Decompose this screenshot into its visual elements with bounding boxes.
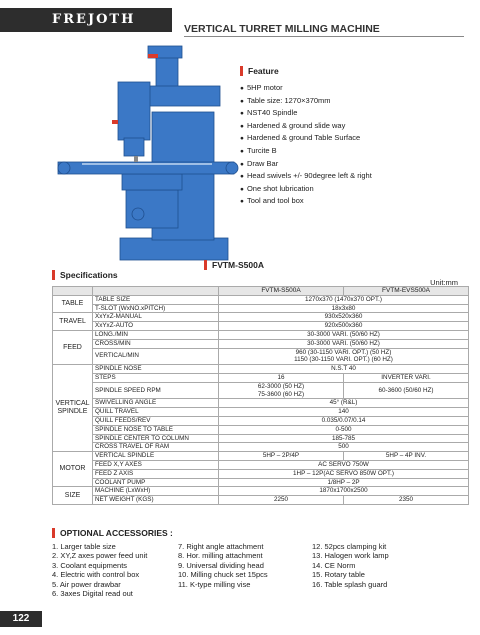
group-line: SPINDLE	[57, 408, 88, 416]
row-label: VERTICAL/MIN	[93, 348, 219, 365]
table-row	[53, 452, 469, 461]
list-item: 13. Halogen work lamp	[312, 551, 389, 561]
specifications-heading-text: Specifications	[60, 270, 118, 280]
specifications-heading	[52, 270, 118, 280]
cell-value: 60-3600 (50/60 HZ)	[344, 382, 469, 399]
optional-heading-text: OPTIONAL ACCESSORIES :	[60, 528, 173, 538]
milling-machine-image	[52, 42, 262, 264]
group-label: FEED	[53, 330, 93, 364]
row-label: FEED X,Y AXES	[93, 460, 219, 469]
table-row	[53, 322, 469, 331]
cell-value: 5HP – 2P/4P	[219, 452, 344, 461]
table-row	[53, 443, 469, 452]
group-line: VERTICAL	[55, 400, 90, 408]
row-label: SWIVELLING ANGLE	[93, 399, 219, 408]
cell-value	[219, 382, 344, 399]
table-row	[53, 399, 469, 408]
table-row	[53, 313, 469, 322]
accessories-column	[178, 542, 312, 598]
table-row	[53, 460, 469, 469]
list-item: ● Table size: 1270×370mm	[240, 95, 470, 108]
table-row	[53, 295, 469, 304]
row-label: XxYxZ-AUTO	[93, 322, 219, 331]
feature-list	[240, 82, 470, 208]
list-item: 11. K-type milling vise	[178, 579, 251, 589]
header-divider	[184, 36, 464, 37]
list-item: 5. Air power drawbar	[52, 579, 121, 589]
cell-value: INVERTER VARI.	[344, 373, 469, 382]
row-label: FEED Z AXIS	[93, 469, 219, 478]
group-label: TABLE	[53, 295, 93, 313]
row-label: QUILL TRAVEL	[93, 408, 219, 417]
cell-value: 185-785	[219, 434, 469, 443]
table-row	[53, 469, 469, 478]
cell-line: 960 (30-1150 VARI. OPT.) (50 HZ)	[295, 348, 392, 356]
cell-value	[219, 348, 469, 365]
list-item: 9. Universal dividing head	[178, 560, 264, 570]
list-item: ● Head swivels +/- 90degree left & right	[240, 170, 470, 183]
group-label: MOTOR	[53, 452, 93, 487]
table-row	[53, 478, 469, 487]
cell-value: 930x520x360	[219, 313, 469, 322]
row-label: XxYxZ-MANUAL	[93, 313, 219, 322]
accent-bar	[204, 260, 207, 270]
table-row	[53, 373, 469, 382]
row-label: COOLANT PUMP	[93, 478, 219, 487]
table-row	[53, 382, 469, 399]
column-header: FVTM-S500A	[219, 287, 344, 296]
table-row	[53, 330, 469, 339]
list-item: 1. Larger table size	[52, 542, 116, 551]
cell-value: 30-3000 VARI. (50/60 HZ)	[219, 330, 469, 339]
list-item: 12. 52pcs clamping kit	[312, 542, 387, 551]
list-item: ● One shot lubrication	[240, 183, 470, 196]
cell-value: 1/8HP – 2P	[219, 478, 469, 487]
cell-value: 18x3x80	[219, 304, 469, 313]
row-label: T-SLOT (WxNO.xPITCH)	[93, 304, 219, 313]
specifications-table	[52, 286, 468, 505]
row-label: SPINDLE NOSE	[93, 365, 219, 374]
feature-heading-text: Feature	[248, 66, 279, 76]
accent-bar	[52, 270, 55, 280]
optional-accessories-list	[52, 542, 468, 598]
row-label: LONG./MIN	[93, 330, 219, 339]
list-item: 3. Coolant equipments	[52, 560, 128, 570]
cell-value: 920x500x360	[219, 322, 469, 331]
accent-bar	[240, 66, 243, 76]
cell-value: 1HP – 12P(AC SERVO 850W OPT.)	[219, 469, 469, 478]
list-item: 7. Right angle attachment	[178, 542, 264, 551]
list-item: 14. CE Norm	[312, 560, 356, 570]
row-label: SPINDLE CENTER TO COLUMN	[93, 434, 219, 443]
group-label: TRAVEL	[53, 313, 93, 331]
cell-value: 5HP – 4P INV.	[344, 452, 469, 461]
row-label: STEPS	[93, 373, 219, 382]
row-label: CROSS TRAVEL OF RAM	[93, 443, 219, 452]
cell-line: 62-3000 (50 HZ)	[257, 382, 305, 390]
feature-section	[240, 66, 470, 208]
cell-value: 45° (R&L)	[219, 399, 469, 408]
list-item: 8. Hor. milling attachment	[178, 551, 263, 561]
column-header: FVTM-EVS500A	[344, 287, 469, 296]
accent-bar	[52, 528, 55, 538]
list-item: ● NST40 Spindle	[240, 107, 470, 120]
list-item: 10. Milling chuck set 15pcs	[178, 570, 268, 580]
page-title: VERTICAL TURRET MILLING MACHINE	[184, 23, 380, 35]
page-number: 122	[0, 611, 42, 627]
cell-value: 500	[219, 443, 469, 452]
feature-heading	[240, 66, 470, 76]
table-row	[53, 434, 469, 443]
list-item: ● Turcite B	[240, 145, 470, 158]
table-row	[53, 496, 469, 505]
row-label: CROSS/MIN	[93, 339, 219, 348]
list-item: 2. XY,Z axes power feed unit	[52, 551, 148, 561]
list-item: ● Hardened & ground slide way	[240, 120, 470, 133]
cell-value: 0-500	[219, 425, 469, 434]
cell-value: N.S.T 40	[219, 365, 469, 374]
table-row	[53, 348, 469, 365]
row-label: QUILL FEEDS/REV	[93, 416, 219, 425]
group-label: SIZE	[53, 487, 93, 505]
table-row	[53, 408, 469, 417]
list-item: ● 5HP motor	[240, 82, 470, 95]
cell-line: 1150 (30-1150 VARI. OPT.) (60 HZ)	[294, 356, 393, 364]
table-header-row	[53, 287, 469, 296]
model-label-text: FVTM-S500A	[212, 260, 264, 270]
cell-line: 75-3600 (60 HZ)	[257, 390, 305, 398]
brand-logo: FREJOTH	[0, 8, 172, 32]
list-item: ● Hardened & ground Table Surface	[240, 132, 470, 145]
row-label: NET WEIGHT (KGS)	[93, 496, 219, 505]
cell-value: 16	[219, 373, 344, 382]
accessories-column	[52, 542, 178, 598]
table-row	[53, 425, 469, 434]
cell-value: 0.035/0.07/0.14	[219, 416, 469, 425]
cell-value: 1870x1700x2500	[219, 487, 469, 496]
row-label: MACHINE (LxWxH)	[93, 487, 219, 496]
table-row	[53, 416, 469, 425]
row-label: SPINDLE SPEED RPM	[93, 382, 219, 399]
accessories-column	[312, 542, 462, 598]
list-item: ● Tool and tool box	[240, 195, 470, 208]
table-row	[53, 304, 469, 313]
unit-label: Unit:mm	[430, 278, 458, 287]
list-item: 6. 3axes Digital read out	[52, 589, 133, 599]
cell-value: 2350	[344, 496, 469, 505]
cell-value: 1270x370 (1470x370 OPT.)	[219, 295, 469, 304]
row-label: SPINDLE NOSE TO TABLE	[93, 425, 219, 434]
table-row	[53, 487, 469, 496]
group-label	[53, 365, 93, 452]
list-item: 15. Rotary table	[312, 570, 365, 580]
row-label: VERTICAL SPINDLE	[93, 452, 219, 461]
cell-value: 140	[219, 408, 469, 417]
cell-value: AC SERVO 750W	[219, 460, 469, 469]
list-item: 4. Electric with control box	[52, 570, 140, 580]
list-item: 16. Table splash guard	[312, 579, 388, 589]
cell-value: 30-3000 VARI. (50/60 HZ)	[219, 339, 469, 348]
optional-accessories-heading	[52, 528, 173, 538]
table-row	[53, 365, 469, 374]
list-item: ● Draw Bar	[240, 158, 470, 171]
table-row	[53, 339, 469, 348]
cell-value: 2250	[219, 496, 344, 505]
model-label	[204, 260, 264, 270]
row-label: TABLE SIZE	[93, 295, 219, 304]
